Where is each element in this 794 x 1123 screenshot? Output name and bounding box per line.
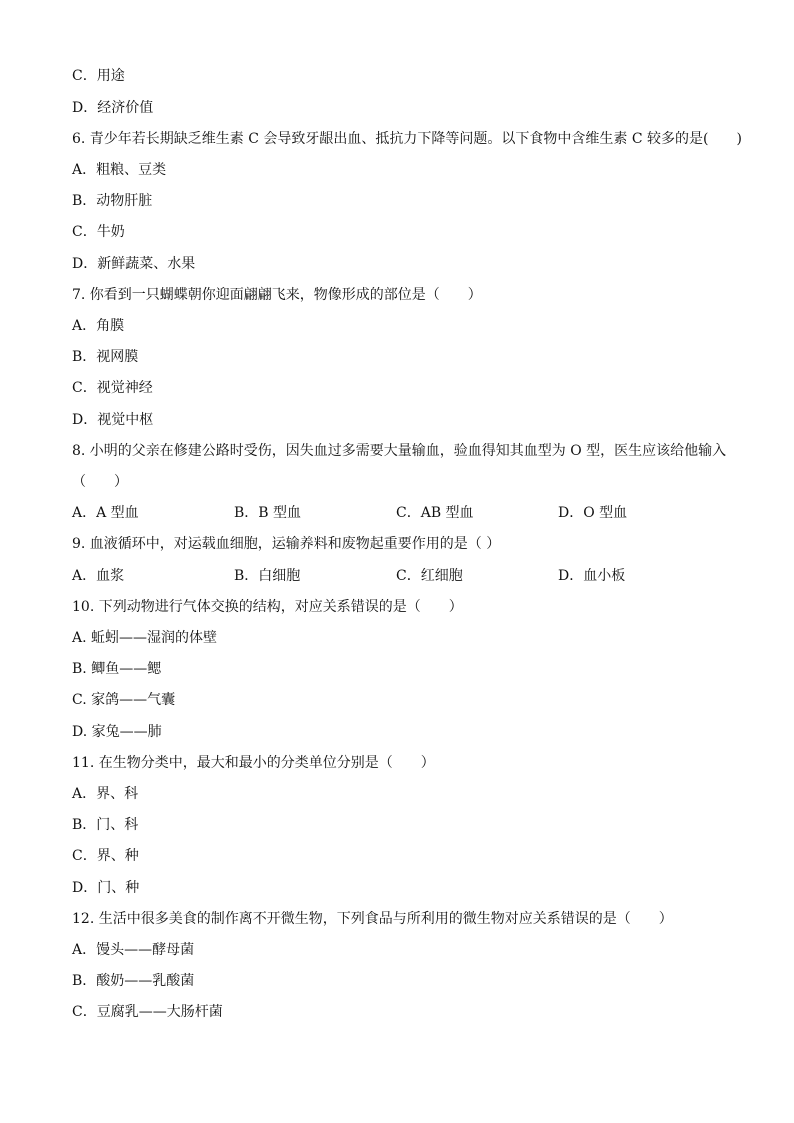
option-line: C．牛奶 [72, 224, 125, 240]
option-line: A．角膜 [72, 318, 125, 334]
option-line: B．门、科 [72, 817, 139, 833]
question-stem: 8. 小明的父亲在修建公路时受伤，因失血过多需要大量输血，验血得知其血型为 O 型，医生应该给他输入 [72, 443, 727, 459]
option-line: C. 家鸽——气囊 [72, 692, 176, 708]
option-line: D．新鲜蔬菜、水果 [72, 256, 196, 272]
option-line: D．视觉中枢 [72, 412, 154, 428]
option-line: A．馒头——酵母菌 [72, 942, 195, 958]
option-line: C．用途 [72, 68, 125, 84]
question-stem: 9. 血液循环中，对运载血细胞，运输养料和废物起重要作用的是（ ） [72, 536, 501, 552]
question-stem-continuation: （ ） [72, 474, 128, 490]
option-a: A．A 型血 [72, 505, 139, 521]
option-line: B．视网膜 [72, 349, 139, 365]
option-line: D．经济价值 [72, 100, 154, 116]
option-line: C．豆腐乳——大肠杆菌 [72, 1004, 223, 1020]
option-line: D. 家兔——肺 [72, 724, 162, 740]
question-stem: 6. 青少年若长期缺乏维生素 C 会导致牙龈出血、抵抗力下降等问题。以下食物中含维生素 C 较多的是( ) [72, 131, 742, 147]
option-a: A．血浆 [72, 568, 125, 584]
question-stem: 10. 下列动物进行气体交换的结构，对应关系错误的是（ ） [72, 599, 463, 615]
option-c: C．AB 型血 [396, 505, 474, 521]
option-c: C．红细胞 [396, 568, 463, 584]
option-line: B．动物肝脏 [72, 193, 153, 209]
option-line: D．门、种 [72, 880, 140, 896]
option-line: B．酸奶——乳酸菌 [72, 973, 195, 989]
option-line: A．粗粮、豆类 [72, 162, 167, 178]
option-line: A. 蚯蚓——湿润的体壁 [72, 630, 218, 646]
question-stem: 12. 生活中很多美食的制作离不开微生物，下列食品与所利用的微生物对应关系错误的是（ ） [72, 911, 673, 927]
option-b: B．白细胞 [234, 568, 301, 584]
option-line: C．界、种 [72, 848, 139, 864]
question-stem: 11. 在生物分类中，最大和最小的分类单位分别是（ ） [72, 755, 435, 771]
option-b: B．B 型血 [234, 505, 302, 521]
option-line: A．界、科 [72, 786, 139, 802]
option-d: D．血小板 [558, 568, 626, 584]
option-line: C．视觉神经 [72, 380, 153, 396]
question-stem: 7. 你看到一只蝴蝶朝你迎面翩翩飞来，物像形成的部位是（ ） [72, 287, 482, 303]
option-d: D．O 型血 [558, 505, 628, 521]
option-line: B. 鲫鱼——鳃 [72, 661, 162, 677]
